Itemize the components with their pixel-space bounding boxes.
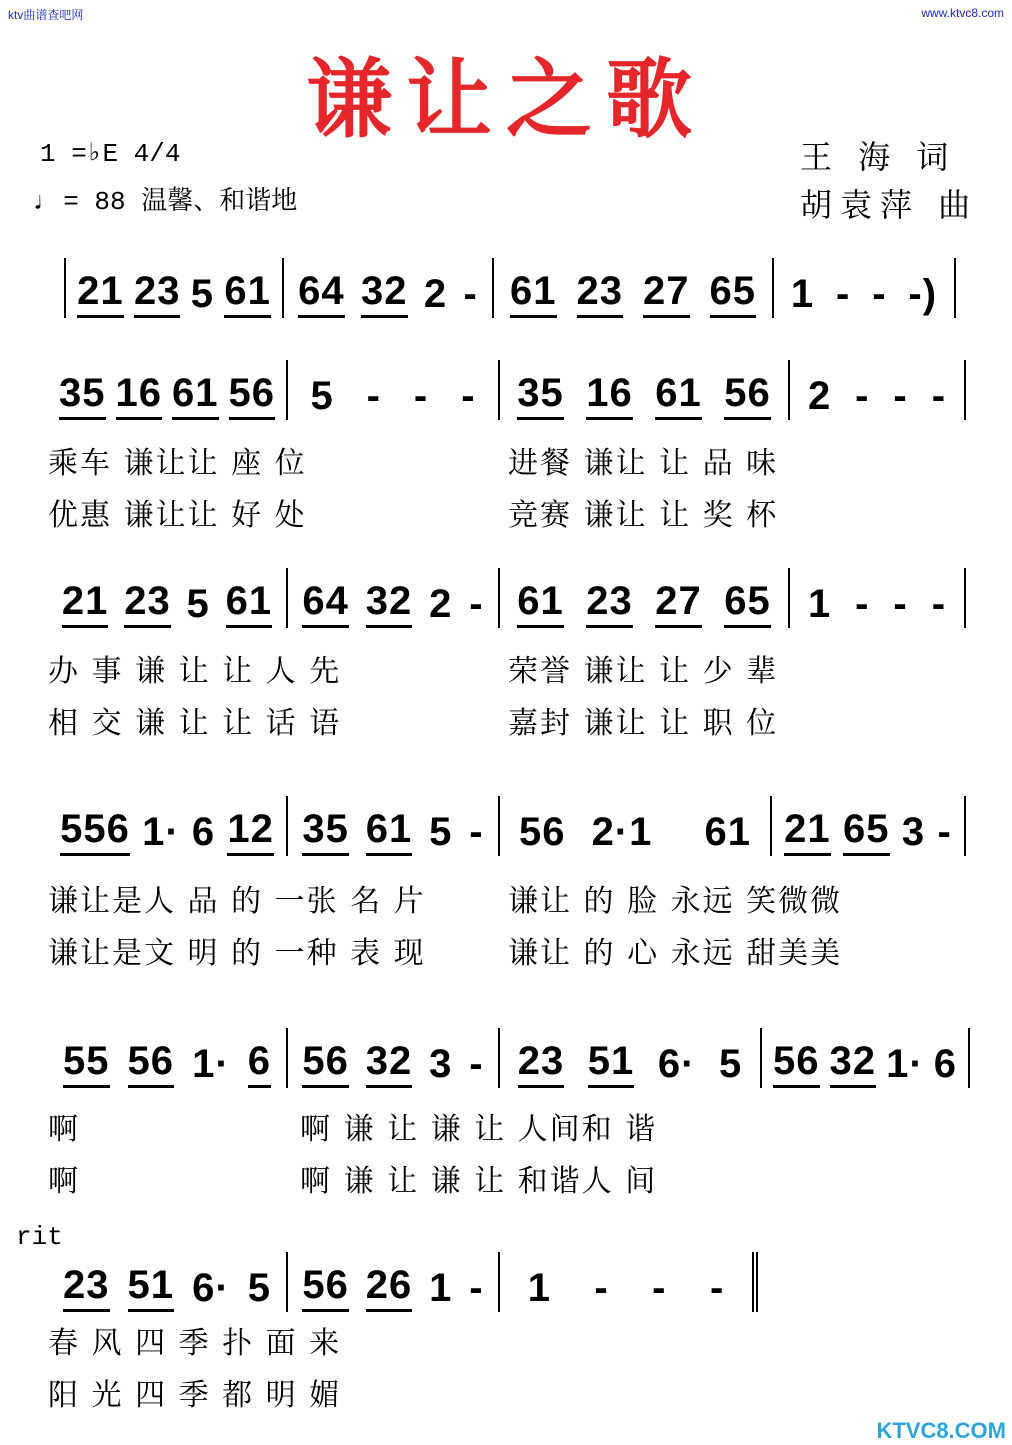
note-group: 2 xyxy=(423,272,448,316)
note-group: 1· xyxy=(142,810,180,854)
note-group: 61 xyxy=(224,267,271,318)
measure xyxy=(500,360,790,420)
note-group: - xyxy=(872,272,887,316)
measure xyxy=(288,1252,500,1312)
note-group: 2 xyxy=(807,374,832,418)
note-group: 5 xyxy=(247,1266,271,1310)
note-group: - xyxy=(931,374,947,418)
note-group: 21 xyxy=(784,805,831,856)
measure xyxy=(774,258,956,318)
note-group: 32 xyxy=(366,1037,413,1088)
note-group: - xyxy=(893,374,908,418)
note-group: 61 xyxy=(366,805,413,856)
measure xyxy=(500,1028,762,1088)
note-group: 55 xyxy=(63,1037,110,1088)
lyric-line: 啊 xyxy=(48,1164,80,1199)
watermark-right: www.ktvc8.com xyxy=(921,6,1004,20)
measure xyxy=(48,1252,288,1312)
note-group: 5 xyxy=(718,1042,743,1086)
measure xyxy=(48,568,288,628)
note-group: 6· xyxy=(657,1042,696,1086)
lyric-line: 春 风 四 季 扑 面 来 xyxy=(48,1326,342,1361)
lyric-line: 优惠 谦让让 好 处 xyxy=(48,498,307,533)
lyric-line: 办 事 谦 让 让 人 先 xyxy=(48,654,342,689)
note-group: 2 xyxy=(429,582,453,626)
note-group: 51 xyxy=(588,1037,635,1088)
measure xyxy=(48,796,288,856)
measure xyxy=(64,258,284,318)
lyricist-credit: 王 海 词 xyxy=(800,138,957,176)
note-group: 26 xyxy=(366,1261,413,1312)
note-group: 23 xyxy=(518,1037,565,1088)
note-group: - xyxy=(709,1266,725,1310)
measure xyxy=(494,258,774,318)
note-group: 56 xyxy=(519,810,566,854)
note-group: 23 xyxy=(124,577,171,628)
lyric-line: 谦让 的 心 永远 甜美美 xyxy=(508,936,843,971)
note-group: 5 xyxy=(429,810,453,854)
lyric-line: 相 交 谦 让 让 话 语 xyxy=(48,706,342,741)
lyric-line: 谦让是文 明 的 一种 表 现 xyxy=(48,936,426,971)
note-group: 56 xyxy=(229,369,276,420)
note-group: - xyxy=(855,582,870,626)
note-group: 65 xyxy=(724,577,771,628)
note-group: 6 xyxy=(248,1037,271,1088)
measure xyxy=(288,360,500,420)
note-group: - xyxy=(461,374,476,418)
note-group: 1 xyxy=(790,272,815,316)
score-row-3 xyxy=(48,548,978,628)
note-group: 27 xyxy=(643,267,690,318)
note-group: 35 xyxy=(59,369,106,420)
note-group: 23 xyxy=(577,267,624,318)
watermark-left: ktv曲谱查吧网 xyxy=(8,8,84,22)
note-group: - xyxy=(366,374,381,418)
note-group: 3 xyxy=(901,810,926,854)
lyric-line: 嘉封 谦让 让 职 位 xyxy=(508,706,779,741)
measure-final xyxy=(500,1252,758,1312)
note-group: 3 xyxy=(429,1042,453,1086)
note-group: - xyxy=(463,272,478,316)
tempo-marking: ♩ = 88 温馨、和谐地 xyxy=(32,187,298,217)
note-group: - xyxy=(469,1266,484,1310)
composer-credit: 胡袁萍 曲 xyxy=(800,186,979,224)
note-group: - xyxy=(931,582,947,626)
measure xyxy=(772,796,966,856)
note-group: 56 xyxy=(302,1261,349,1312)
note-group: 1 xyxy=(429,1266,453,1310)
note-group: 23 xyxy=(586,577,633,628)
note-group: - xyxy=(937,810,952,854)
lyric-line: 竞赛 谦让 让 奖 杯 xyxy=(508,498,779,533)
note-group: 23 xyxy=(134,267,181,318)
note-group: - xyxy=(893,582,908,626)
measure xyxy=(288,1028,500,1088)
note-group: 5 xyxy=(190,272,215,316)
note-group: 61 xyxy=(655,369,702,420)
note-group: 21 xyxy=(62,577,109,628)
note-group: 64 xyxy=(302,577,349,628)
note-group: 12 xyxy=(227,805,274,856)
measure xyxy=(762,1028,970,1088)
note-group: 1 xyxy=(807,582,832,626)
note-group: 61 xyxy=(172,369,219,420)
note-group: - xyxy=(469,1042,484,1086)
measure xyxy=(48,1028,288,1088)
measure xyxy=(288,796,500,856)
note-group: 6 xyxy=(933,1042,957,1086)
note-group: -) xyxy=(908,272,938,316)
note-group: 1 xyxy=(527,1266,551,1310)
measure xyxy=(48,360,288,420)
measure xyxy=(790,360,966,420)
note-group: - xyxy=(413,374,429,418)
note-group: - xyxy=(469,810,484,854)
note-group: - xyxy=(836,272,851,316)
note-group: 56 xyxy=(302,1037,349,1088)
site-logo: KTVC8.COM xyxy=(876,1418,1006,1443)
lyric-line: 荣誉 谦让 让 少 辈 xyxy=(508,654,779,689)
key-signature: 1 =♭E 4/4 xyxy=(40,139,181,169)
note-group: 51 xyxy=(128,1261,175,1312)
score-row-5 xyxy=(48,1008,978,1088)
note-group: 65 xyxy=(843,805,890,856)
lyric-line: 阳 光 四 季 都 明 媚 xyxy=(48,1378,342,1413)
note-group: 21 xyxy=(77,267,124,318)
note-group: 61 xyxy=(517,577,564,628)
score-row-6 xyxy=(48,1232,768,1312)
note-group: - xyxy=(652,1266,667,1310)
note-group: 16 xyxy=(116,369,163,420)
score-row-4 xyxy=(48,776,978,856)
note-group: 35 xyxy=(517,369,564,420)
note-group: 1· xyxy=(886,1042,924,1086)
lyric-line: 乘车 谦让让 座 位 xyxy=(48,446,307,481)
measure xyxy=(500,796,772,856)
note-group: 6· xyxy=(192,1266,230,1310)
note-group: 23 xyxy=(63,1261,110,1312)
note-group: 56 xyxy=(724,369,771,420)
note-group: 1· xyxy=(192,1042,230,1086)
note-group: 61 xyxy=(226,577,273,628)
lyric-line: 啊 谦 让 谦 让 和谐人 间 xyxy=(300,1164,658,1199)
note-group: - xyxy=(594,1266,609,1310)
note-group: 556 xyxy=(60,805,130,856)
note-group: 32 xyxy=(366,577,413,628)
song-title: 谦让之歌 xyxy=(306,50,706,150)
score-row-2 xyxy=(48,340,978,420)
note-group: 61 xyxy=(704,810,751,854)
lyric-line: 谦让是人 品 的 一张 名 片 xyxy=(48,884,426,919)
lyric-line: 啊 谦 让 谦 让 人间和 谐 xyxy=(300,1112,658,1147)
measure xyxy=(288,568,500,628)
note-group: 27 xyxy=(655,577,702,628)
note-group: - xyxy=(855,374,870,418)
lyric-line: 进餐 谦让 让 品 味 xyxy=(508,446,779,481)
note-group: 6 xyxy=(191,810,216,854)
note-group: 5 xyxy=(186,582,210,626)
note-group: 16 xyxy=(586,369,633,420)
note-group: - xyxy=(469,582,484,626)
lyric-line: 啊 xyxy=(48,1112,80,1147)
note-group: 64 xyxy=(298,267,345,318)
note-group: 56 xyxy=(773,1037,820,1088)
score-row-1 xyxy=(64,238,964,318)
measure xyxy=(284,258,494,318)
note-group: 35 xyxy=(302,805,349,856)
note-group: 61 xyxy=(510,267,557,318)
note-group: 32 xyxy=(361,267,408,318)
measure xyxy=(790,568,966,628)
note-group: 32 xyxy=(830,1037,877,1088)
ritardando-mark: rit xyxy=(16,1222,63,1252)
note-group: 65 xyxy=(710,267,757,318)
lyric-line: 谦让 的 脸 永远 笑微微 xyxy=(508,884,843,919)
note-group: 5 xyxy=(310,374,334,418)
note-group: 2·1 xyxy=(591,810,653,854)
note-group: 56 xyxy=(128,1037,175,1088)
measure xyxy=(500,568,790,628)
